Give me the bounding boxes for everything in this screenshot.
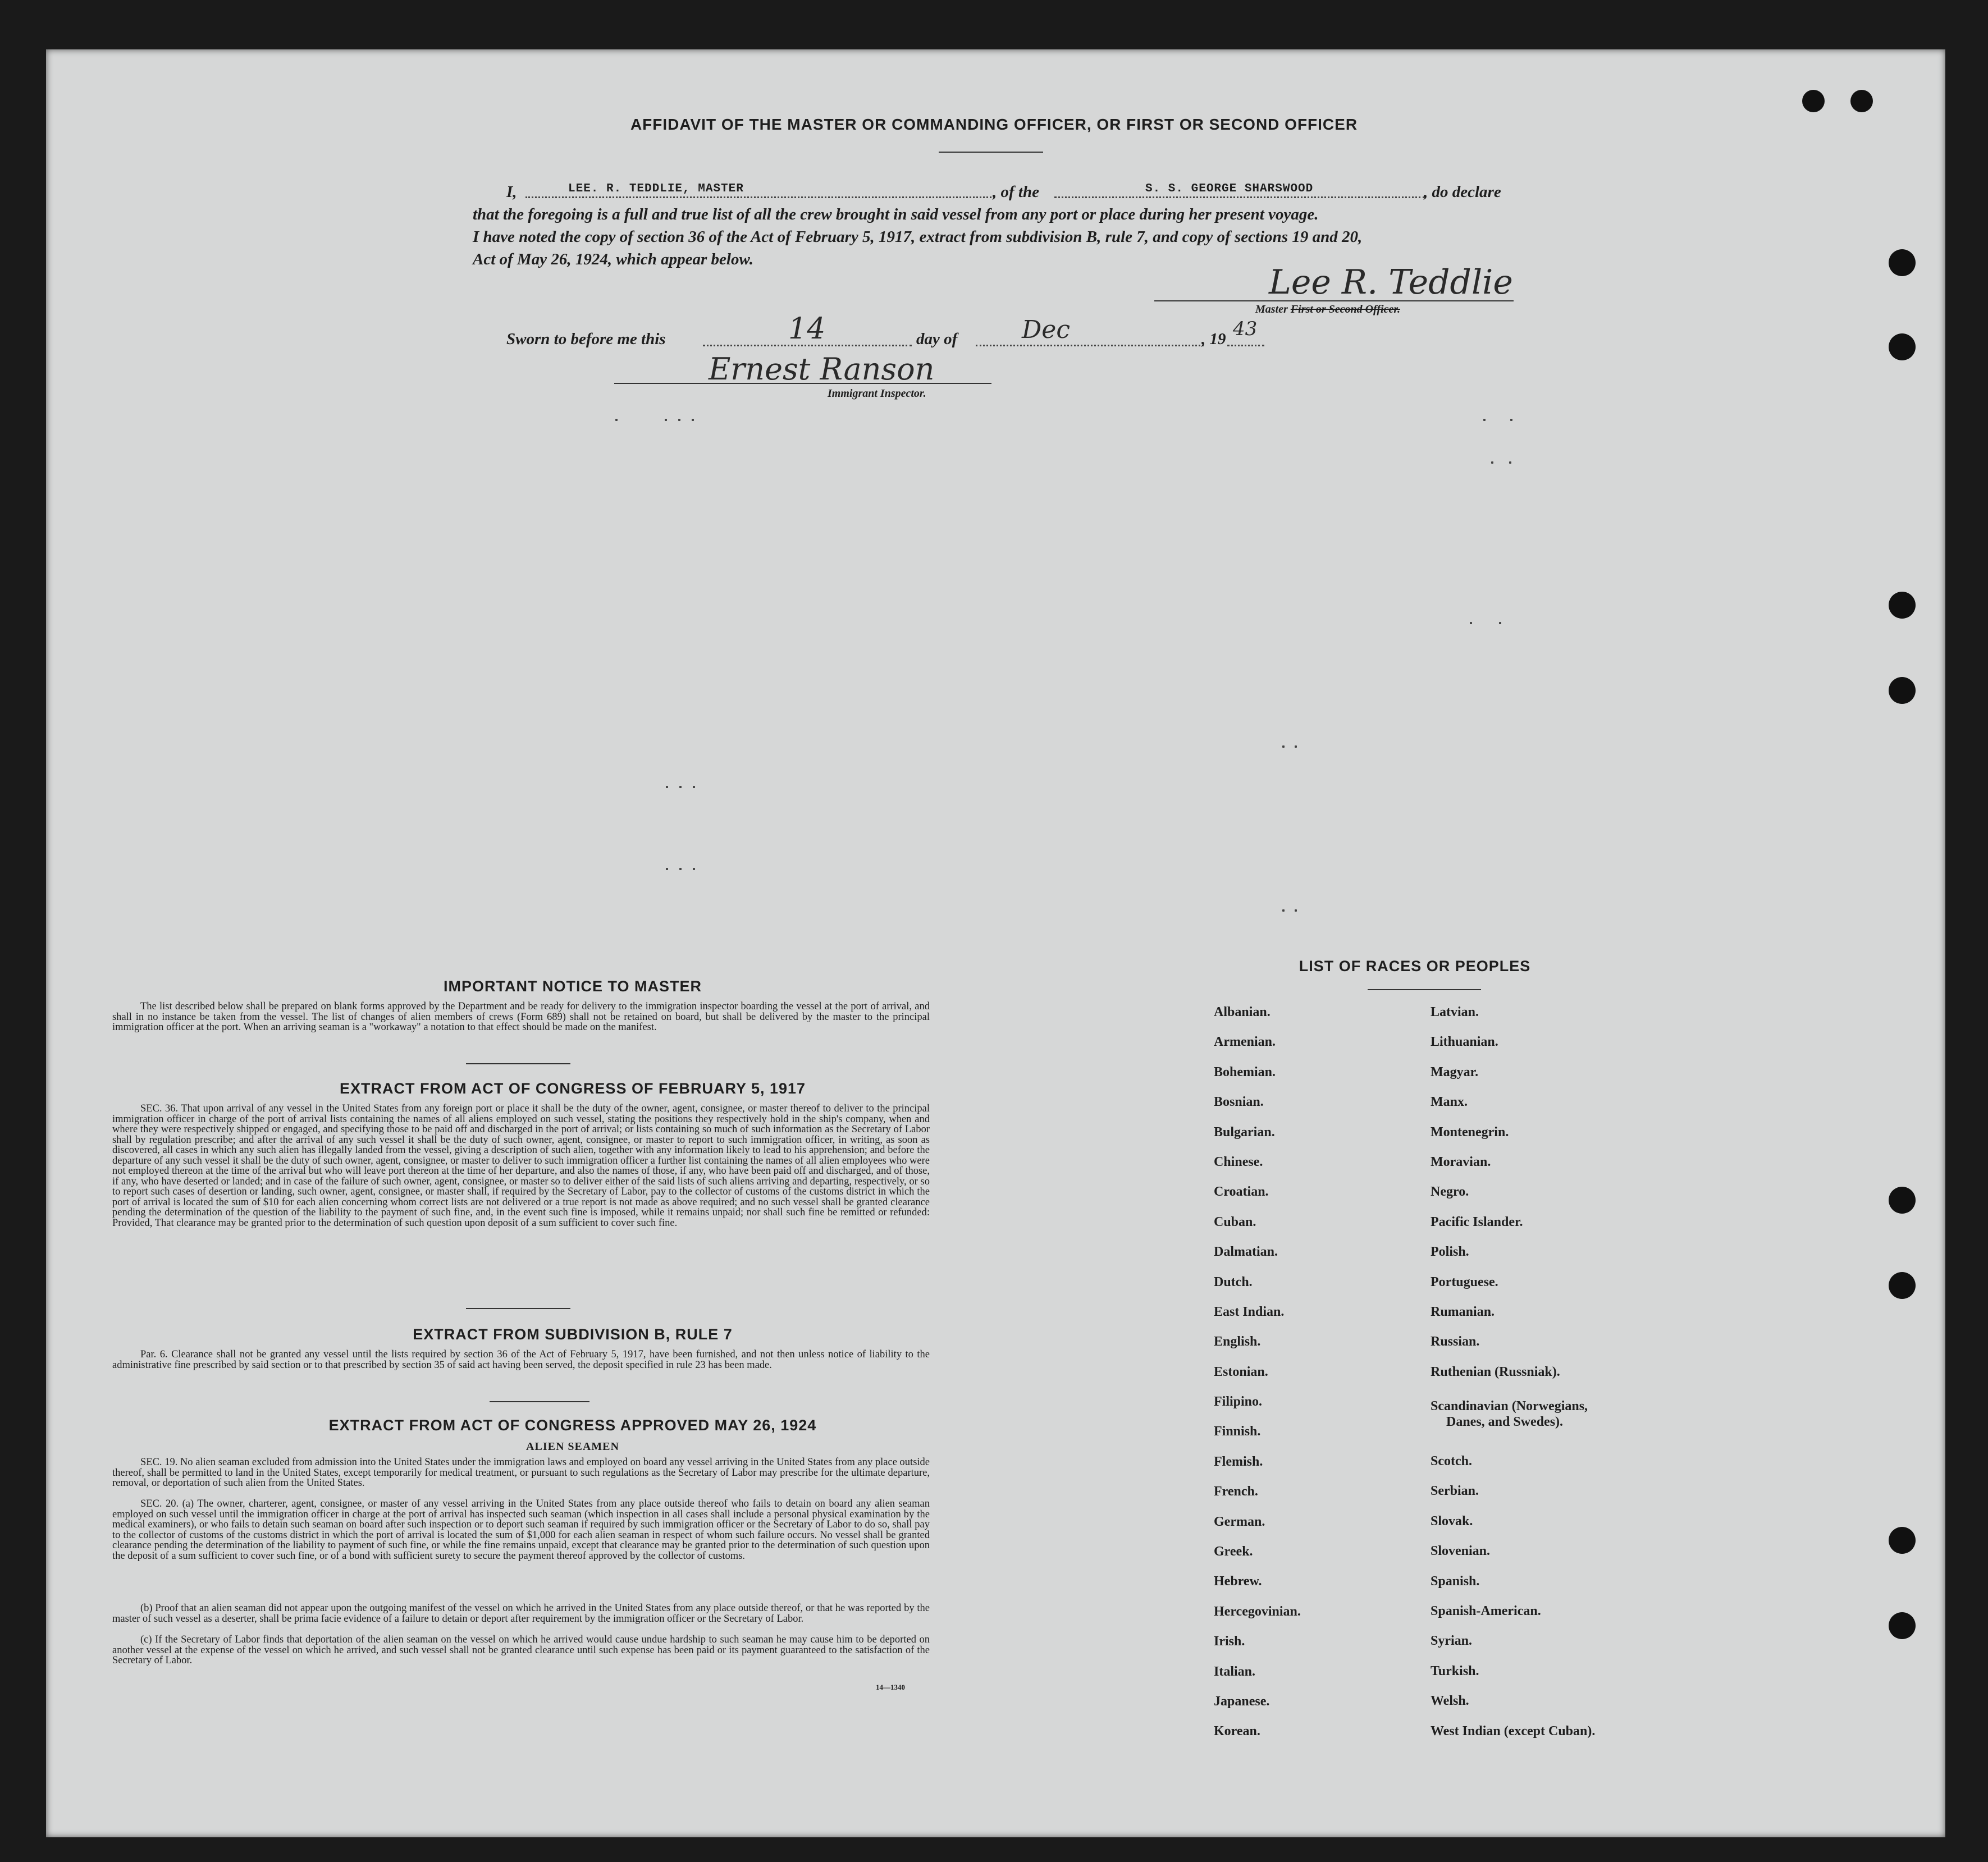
speck — [666, 786, 668, 788]
extract-1917-text: SEC. 36. That upon arrival of any vessel in the United States from any foreign port or place it shall be the duty of the owner, agent, consignee, or master thereof to deliver to the principal immigration officer in charge of the port of arrival lists containing the names of all aliens employed on such vessel, stating the positions they respectively hold in the ship's company, when and where they were respectively shipped or engaged, and specifying those to be paid off and discharged in the port of arrival; or lists containing so much of such information as the Secretary of Labor shall by regulation prescribe; and after the arrival of any such vessel it shall be the duty of such owner, agent, consignee, or master to report to such immigration officer, in writing, as soon as discovered, all cases in which any such alien has illegally landed from the vessel, giving a description of such alien, together with any information likely to lead to his apprehension; and before the departure of any such vessel it shall be the duty of such owner, agent, consignee, or master to deliver to such immigration officer a further list containing the names of all alien employees who were not employed thereon at the time of the arrival but who will leave port thereon at the time of her departure, and also the names of those, if any, who have been paid off and discharged, and of those, if any, who have deserted or landed; and in case of the failure of such owner, agent, consignee, or master so to deliver either of the said lists of such aliens arriving and departing, respectively, or so to report such cases of desertion or landing, such owner, agent, consignee, or master shall, if required by the Secretary of Labor, pay to the collector of customs of the customs district in which the port of arrival is located the sum of $10 for each alien concerning whom correct lists are not delivered or a true report is not made as above required; and no such vessel shall be granted clearance pending the determination of the question of the liability to the payment of such fine, and, in the event such fine is imposed, while it remains unpaid; nor shall such fine be remitted or refunded: Provided, That clearance may be granted prior to the determination of such question upon deposit of a sum sufficient to cover such fine. — [112, 1103, 930, 1229]
punch-hole — [1889, 249, 1916, 276]
sec20b-text: (b) Proof that an alien seaman did not appear upon the outgoing manifest of the vessel on which he arrived in the United States from any place outside thereof, or that he was reported by the master of such vessel as a deserter, shall be prima facie evidence of a failure to detain or deport after requirement by the immigration officer or the Secretary of Labor. — [112, 1603, 930, 1625]
race-item: Spanish-American. — [1431, 1604, 1541, 1619]
race-item: Armenian. — [1214, 1035, 1276, 1050]
race-item: Negro. — [1431, 1184, 1469, 1200]
speck — [665, 419, 667, 421]
race-item: Spanish. — [1431, 1573, 1480, 1589]
race-item: Welsh. — [1431, 1694, 1469, 1709]
race-item: Bosnian. — [1214, 1095, 1264, 1110]
form-number: 14—1340 — [876, 1683, 905, 1691]
notice-text: The list described below shall be prepared on blank forms approved by the Department and be ready for delivery to the immigration inspector boarding the vessel at the port of arrival, and shall in no instance be taken from the vessel. The list of changes of alien members of crews (Form 689) shall not be retained on board, but shall be delivered by the master to the principal immigration officer at the port. When an arriving seaman is a "workaway" a notation to that effect should be made on the manifest. — [112, 1001, 930, 1033]
speck — [693, 868, 695, 870]
race-item: Serbian. — [1431, 1484, 1479, 1499]
affidavit-line-4: Act of May 26, 1924, which appear below. — [473, 250, 753, 268]
sec20c-text: (c) If the Secretary of Labor finds that deportation of the alien seaman on the vessel on which he arrived would cause undue hardship to such seaman he may cause him to be deported on another vessel at the expense of the vessel on which he arrived, and such vessel shall not be granted clearance until such expense has been paid or its payment guaranteed to the satisfaction of the Secretary of Labor. — [112, 1634, 930, 1666]
year-handwritten: 43 — [1233, 318, 1258, 340]
vessel-line — [1054, 196, 1425, 198]
speck — [692, 419, 694, 421]
race-item: West Indian (except Cuban). — [1431, 1723, 1596, 1739]
race-item: Polish. — [1431, 1245, 1469, 1260]
race-item: Italian. — [1214, 1664, 1256, 1679]
subdivision-b-text: Par. 6. Clearance shall not be granted any vessel until the lists required by section 36 of the Act of February 5, 1917, have been furnished, and not then unless notice of liability to the administrative fine prescribed by said section or to that prescribed by section 35 of said act having been served, the deposit specified in rule 23 has been made. — [112, 1349, 930, 1371]
race-item: Japanese. — [1214, 1694, 1270, 1709]
race-item: French. — [1214, 1484, 1258, 1499]
race-item: Ruthenian (Russniak). — [1431, 1364, 1560, 1379]
affidavit-line-2: that the foregoing is a full and true list of all the crew brought in said vessel from any port or place during her present voyage. — [473, 205, 1319, 223]
speck — [1509, 461, 1511, 464]
race-item: Moravian. — [1431, 1154, 1491, 1169]
sec19-text: SEC. 19. No alien seaman excluded from admission into the United States under the immigration laws and employed on board any vessel arriving in the United States from any place outside thereof, shall be permitted to land in the United States, except temporarily for medical treatment, or pursuant to such regulations as the Secretary of Labor may prescribe for the ultimate departure, removal, or deportation of such alien from the United States. — [112, 1457, 930, 1489]
race-item: Dalmatian. — [1214, 1245, 1278, 1260]
race-item: Portuguese. — [1431, 1274, 1498, 1289]
speck — [693, 786, 695, 788]
race-item: Latvian. — [1431, 1005, 1479, 1019]
do-declare-label: , do declare — [1424, 183, 1501, 201]
notice-heading: IMPORTANT NOTICE TO MASTER — [444, 978, 702, 995]
punch-hole — [1889, 592, 1916, 619]
extract-1924-heading: EXTRACT FROM ACT OF CONGRESS APPROVED MAY 26, 1924 — [328, 1417, 817, 1434]
sworn-label: Sworn to before me this — [506, 330, 666, 348]
punch-hole — [1889, 1272, 1916, 1299]
race-item: Turkish. — [1431, 1663, 1479, 1678]
speck — [1470, 622, 1472, 624]
race-item: Syrian. — [1431, 1634, 1473, 1649]
race-item: Rumanian. — [1431, 1304, 1495, 1319]
officer-caption-struck: First or Second Officer. — [1290, 303, 1400, 315]
punch-hole — [1889, 333, 1916, 360]
race-item: Estonian. — [1214, 1364, 1268, 1379]
speck — [666, 868, 668, 870]
race-item: Montenegrin. — [1431, 1124, 1509, 1140]
race-item: Russian. — [1431, 1334, 1480, 1349]
race-item: Bohemian. — [1214, 1064, 1276, 1079]
day-of-label: day of — [916, 330, 958, 348]
race-item: Irish. — [1214, 1634, 1245, 1649]
year-line — [1227, 345, 1264, 346]
speck — [1499, 622, 1501, 624]
race-item: Croatian. — [1214, 1184, 1269, 1200]
race-item: Chinese. — [1214, 1154, 1263, 1169]
master-caption-label: Master — [1255, 303, 1288, 315]
race-item: Slovak. — [1431, 1513, 1473, 1529]
punch-hole — [1889, 677, 1916, 704]
race-item: English. — [1214, 1334, 1261, 1349]
master-name-line — [525, 196, 995, 198]
master-caption — [1255, 303, 1400, 316]
race-item: Manx. — [1431, 1095, 1468, 1110]
title-underline — [939, 152, 1043, 153]
punch-hole — [1802, 90, 1825, 112]
punch-hole — [1889, 1612, 1916, 1639]
affidavit-title: AFFIDAVIT OF THE MASTER OR COMMANDING OFFICER, OR FIRST OR SECOND OFFICER — [630, 116, 1358, 133]
sworn-month-line — [976, 345, 1204, 346]
i-label: I, — [506, 183, 517, 201]
document-sheet — [46, 49, 1945, 1837]
subdivision-b-heading: EXTRACT FROM SUBDIVISION B, RULE 7 — [413, 1326, 733, 1343]
race-item: Magyar. — [1431, 1064, 1479, 1079]
year-prefix: , 19 — [1201, 330, 1226, 348]
speck — [1483, 419, 1486, 421]
race-item: Greek. — [1214, 1544, 1253, 1559]
speck — [1491, 461, 1493, 464]
subdivision-b-rule — [490, 1401, 589, 1402]
race-item: Bulgarian. — [1214, 1124, 1275, 1140]
races-right-column — [1431, 1005, 1595, 1754]
vessel-field: S. S. GEORGE SHARSWOOD — [1145, 182, 1314, 195]
race-item: Scandinavian (Norwegians, — [1431, 1399, 1588, 1414]
speck — [1282, 745, 1285, 748]
race-item: Filipino. — [1214, 1394, 1263, 1410]
race-item: Cuban. — [1214, 1214, 1256, 1229]
master-name-field: LEE. R. TEDDLIE, MASTER — [568, 182, 744, 195]
master-signature: Lee R. Teddlie — [1269, 263, 1513, 302]
notice-rule — [466, 1063, 570, 1064]
race-item: Hebrew. — [1214, 1574, 1262, 1589]
speck — [679, 786, 682, 788]
race-item: Dutch. — [1214, 1274, 1253, 1289]
races-rule — [1368, 989, 1481, 990]
of-the-label: , of the — [993, 183, 1039, 201]
extract-1917-heading: EXTRACT FROM ACT OF CONGRESS OF FEBRUARY 5, 1917 — [339, 1080, 806, 1097]
race-item: Albanian. — [1214, 1005, 1271, 1019]
speck — [678, 419, 680, 421]
speck — [1295, 745, 1297, 748]
race-item: Danes, and Swedes). — [1446, 1415, 1564, 1430]
race-item: Lithuanian. — [1431, 1035, 1498, 1050]
sec20a-text: SEC. 20. (a) The owner, charterer, agent, consignee, or master of any vessel arriving in the United States from any place outside thereof who fails to detain on board any alien seaman employed on such vessel until the immigration officer in charge at the port of arrival has inspected such seaman (which inspection in all cases shall include a personal physical examination by the medical examiners), or who fails to detain such seaman on board after such inspection or to deport such seaman if required by such immigration officer or the Secretary of Labor to do so, shall pay to the collector of customs of the customs district in which the port of arrival is located the sum of $1,000 for each alien seaman in respect of whom such failure occurs. No vessel shall be granted clearance pending the determination of the liability to payment of such fine, or while the fine remains unpaid, except that clearance may be granted prior to the determination of such question upon the deposit of a sum sufficient to cover such fine, or of a bond with sufficient surety to secure the payment thereof approved by the collector of customs. — [112, 1498, 930, 1562]
extract-1917-rule — [466, 1308, 570, 1309]
races-heading: LIST OF RACES OR PEOPLES — [1299, 958, 1531, 975]
sworn-day-handwritten: 14 — [788, 312, 826, 346]
speck — [1510, 419, 1512, 421]
inspector-caption: Immigrant Inspector. — [828, 387, 926, 400]
race-item: German. — [1214, 1514, 1265, 1529]
race-item: Pacific Islander. — [1431, 1214, 1523, 1229]
punch-hole — [1850, 90, 1873, 112]
race-item: East Indian. — [1214, 1304, 1285, 1319]
race-item: Finnish. — [1214, 1424, 1261, 1439]
alien-seamen-subheading: ALIEN SEAMEN — [526, 1440, 619, 1453]
punch-hole — [1889, 1527, 1916, 1554]
sworn-month-handwritten: Dec — [1022, 315, 1070, 344]
race-item: Slovenian. — [1431, 1544, 1491, 1559]
punch-hole — [1889, 1187, 1916, 1214]
speck — [615, 419, 618, 421]
speck — [1295, 909, 1297, 912]
affidavit-line-3: I have noted the copy of section 36 of the Act of February 5, 1917, extract from subdivision B, rule 7, and copy of sections 19 and 20, — [473, 228, 1363, 246]
race-item: Korean. — [1214, 1724, 1260, 1739]
inspector-signature: Ernest Ranson — [709, 351, 935, 387]
races-left-column — [1214, 1005, 1301, 1754]
race-item: Scotch. — [1431, 1454, 1472, 1469]
speck — [679, 868, 682, 870]
race-item: Flemish. — [1214, 1454, 1263, 1469]
race-item: Hercegovinian. — [1214, 1604, 1301, 1619]
speck — [1282, 909, 1285, 912]
